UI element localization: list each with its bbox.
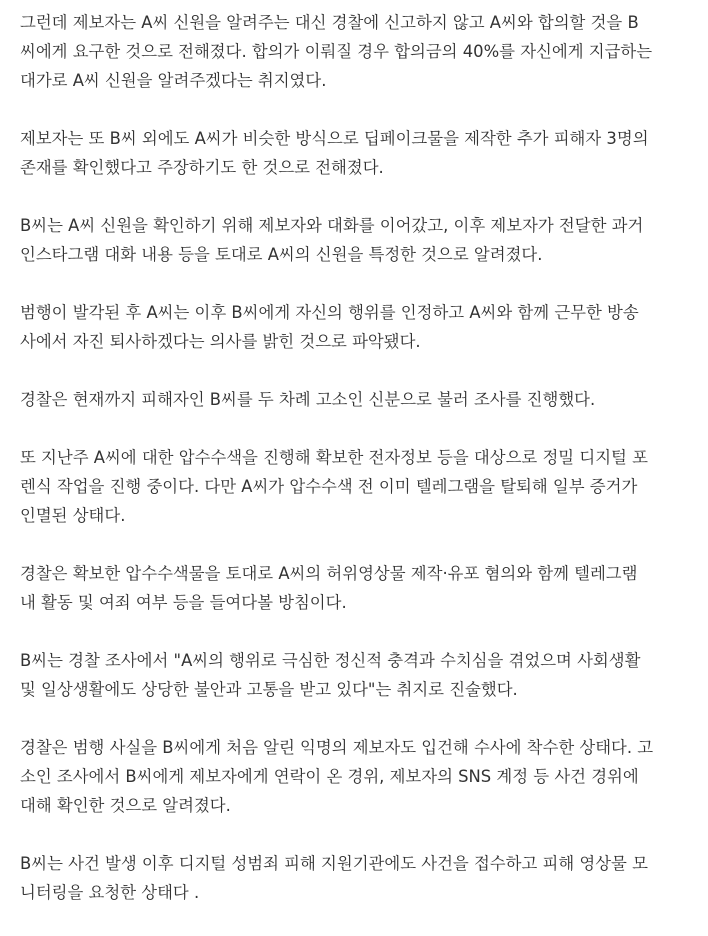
paragraph-line: 경찰은 확보한 압수수색물을 토대로 A씨의 허위영상물 제작·유포 혐의와 함께 텔레그램 xyxy=(20,564,638,583)
paragraph-line: 인멸된 상태다. xyxy=(20,506,126,525)
paragraph-line: 대해 확인한 것으로 알려졌다. xyxy=(20,796,231,815)
article-paragraph xyxy=(20,443,692,530)
paragraph-line: 소인 조사에서 B씨에게 제보자에게 연락이 온 경위, 제보자의 SNS 계정 등 사건 경위에 xyxy=(20,767,639,786)
article-paragraph xyxy=(20,733,692,820)
paragraph-line: 존재를 확인했다고 주장하기도 한 것으로 전해졌다. xyxy=(20,158,384,177)
article-paragraph xyxy=(20,559,692,617)
paragraph-line: 렌식 작업을 진행 중이다. 다만 A씨가 압수수색 전 이미 텔레그램을 탈퇴해 일부 증거가 xyxy=(20,477,638,496)
paragraph-line: 사에서 자진 퇴사하겠다는 의사를 밝힌 것으로 파악됐다. xyxy=(20,332,421,351)
article-paragraph xyxy=(20,646,692,704)
article-body xyxy=(20,8,692,936)
article-paragraph xyxy=(20,385,692,414)
paragraph-line: 범행이 발각된 후 A씨는 이후 B씨에게 자신의 행위를 인정하고 A씨와 함께 근무한 방송 xyxy=(20,303,639,322)
paragraph-line: 니터링을 요청한 상태다 . xyxy=(20,883,200,902)
paragraph-line: 씨에게 요구한 것으로 전해졌다. 합의가 이뤄질 경우 합의금의 40%를 자신에게 지급하는 xyxy=(20,42,653,61)
paragraph-line: 및 일상생활에도 상당한 불안과 고통을 받고 있다"는 취지로 진술했다. xyxy=(20,680,518,699)
paragraph-line: 또 지난주 A씨에 대한 압수수색을 진행해 확보한 전자정보 등을 대상으로 정밀 디지털 포 xyxy=(20,448,648,467)
paragraph-line: B씨는 사건 발생 이후 디지털 성범죄 피해 지원기관에도 사건을 접수하고 피해 영상물 모 xyxy=(20,854,648,873)
paragraph-line: 경찰은 범행 사실을 B씨에게 처음 알린 익명의 제보자도 입건해 수사에 착수한 상태다. 고 xyxy=(20,738,654,757)
article-paragraph xyxy=(20,298,692,356)
paragraph-line: B씨는 경찰 조사에서 "A씨의 행위로 극심한 정신적 충격과 수치심을 겪었으며 사회생활 xyxy=(20,651,641,670)
article-paragraph xyxy=(20,124,692,182)
paragraph-line: 대가로 A씨 신원을 알려주겠다는 취지였다. xyxy=(20,71,327,90)
paragraph-line: 인스타그램 대화 내용 등을 토대로 A씨의 신원을 특정한 것으로 알려졌다. xyxy=(20,245,543,264)
paragraph-line: 내 활동 및 여죄 여부 등을 들여다볼 방침이다. xyxy=(20,593,347,612)
article-paragraph xyxy=(20,8,692,95)
paragraph-line: 경찰은 현재까지 피해자인 B씨를 두 차례 고소인 신분으로 불러 조사를 진행했다. xyxy=(20,390,596,409)
paragraph-line: 그런데 제보자는 A씨 신원을 알려주는 대신 경찰에 신고하지 않고 A씨와 합의할 것을 B xyxy=(20,13,639,32)
article-paragraph xyxy=(20,849,692,907)
article-paragraph xyxy=(20,211,692,269)
paragraph-line: 제보자는 또 B씨 외에도 A씨가 비슷한 방식으로 딥페이크물을 제작한 추가 피해자 3명의 xyxy=(20,129,649,148)
paragraph-line: B씨는 A씨 신원을 확인하기 위해 제보자와 대화를 이어갔고, 이후 제보자가 전달한 과거 xyxy=(20,216,644,235)
